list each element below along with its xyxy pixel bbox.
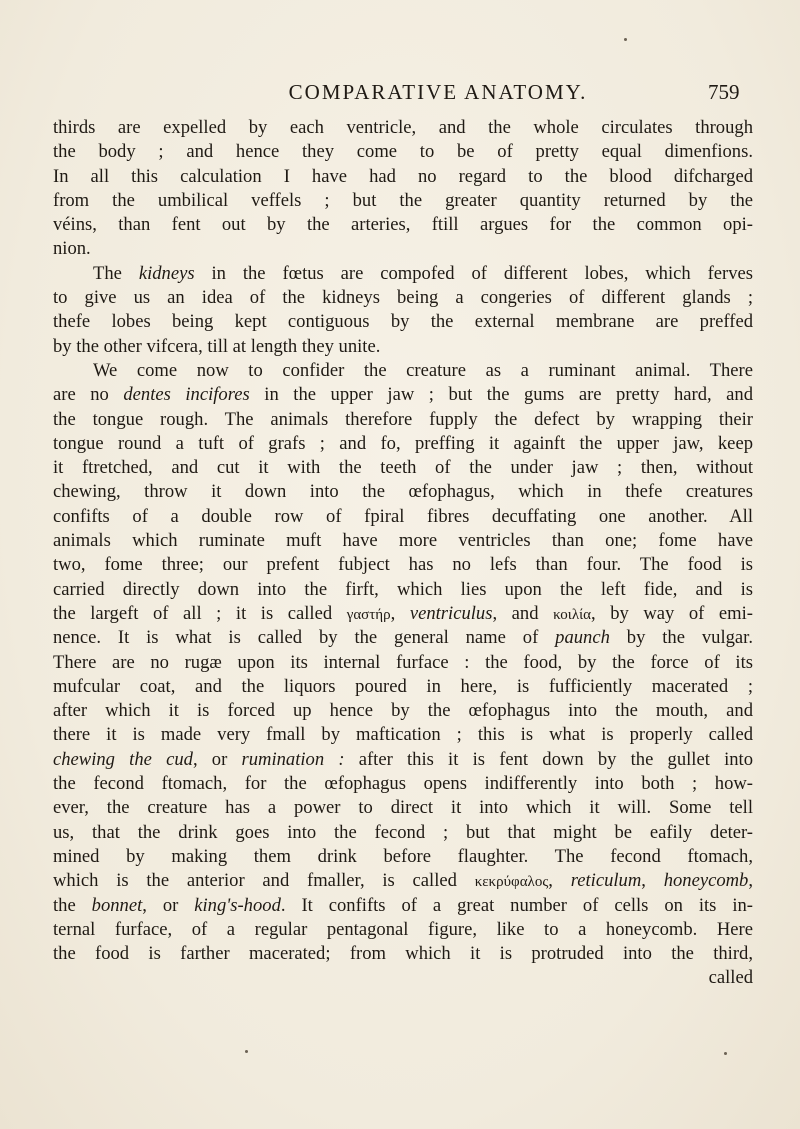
text-line [53,894,753,918]
text-line: the body ; and hence they come to be of pretty equal dimenfions. [53,141,753,163]
text-run: , and [492,602,554,624]
text-line: tongue round a tuft of grafs ; and fo, preffing it againft the upper jaw, keep [53,432,753,454]
italic-term: paunch [555,627,610,649]
text-line: mined by making them drink before flaughter. The fecond ftomach, [53,845,753,867]
text-line: the tongue rough. The animals therefore fupply the defect by wrapping their [53,408,753,430]
text-line: to give us an idea of the kidneys being a congeries of different glands ; [53,287,753,309]
text-line [53,626,753,650]
text-run: . It confifts of a great number of cells on its in- [280,894,753,916]
italic-term: chewing the cud [53,748,193,770]
text-run: in the upper jaw ; but the gums are pretty hard, and [249,384,754,406]
text-run: the largeft of all ; it is called [53,602,347,624]
text-line: us, that the drink goes into the fecond ; but that might be eafily deter- [53,821,753,843]
italic-term: kidneys [138,262,195,284]
greek-word: κεκρύφαλος [474,874,549,891]
text-line: by the other vifcera, till at length they unite. [53,335,381,357]
text-line: after which it is forced up hence by the œfophagus into the mouth, and [53,700,753,722]
text-line [53,869,753,893]
text-line: there it is made very fmall by maftication ; this is what is properly called [53,724,753,746]
text-line: carried directly down into the firft, which lies upon the left fide, and is [53,578,753,600]
greek-word: γαστήρ [346,606,391,623]
text-line: animals which ruminate muft have more ventricles than one; fome have [53,530,753,552]
catchword: called [708,967,753,989]
text-line [53,748,753,772]
text-line [53,383,753,407]
text-run: after this it is fent down by the gullet into [344,748,753,770]
text-line: thirds are expelled by each ventricle, and the whole circulates through [53,117,753,138]
text-line: nion. [53,238,91,260]
page-number: 759 [708,80,740,104]
text-line: thefe lobes being kept contiguous by the external membrane are preffed [53,311,753,333]
paper-speck [245,1050,248,1053]
text-line: chewing, throw it down into the œfophagus, which in thefe creatures [53,481,753,503]
text-line: There are no rugæ upon its internal furface : the food, by the force of its [53,651,753,673]
greek-word: κοιλία [553,606,591,623]
paper-speck [624,38,627,41]
italic-term: reticulum [570,870,642,892]
text-line: mufcular coat, and the liquors poured in here, is fufficiently macerated ; [53,675,753,697]
text-line: We come now to confider the creature as a ruminant animal. There [93,359,753,381]
text-run: are no [53,384,124,406]
italic-term: dentes incifores [123,384,250,406]
text-run: , by way of emi- [591,602,753,624]
text-run: by the vulgar. [609,627,753,649]
text-line: the food is farther macerated; from which it is protruded into the third, [53,943,753,965]
text-line: the fecond ftomach, for the œfophagus opens indifferently into both ; how- [53,773,753,795]
text-run: , [548,870,571,892]
text-run: , [748,870,754,892]
text-run: , [641,870,664,892]
text-run: , or [142,894,195,916]
text-run: The [93,262,139,284]
text-line: véins, than fent out by the arteries, ftill argues for the common opi- [53,214,753,236]
italic-term: ventriculus [409,602,493,624]
text-run: , or [192,748,242,770]
running-title: COMPARATIVE ANATOMY. [288,80,588,104]
body-text [53,116,753,991]
italic-term: king's-hood [194,894,281,916]
text-line: ternal furface, of a regular pentagonal figure, like to a honeycomb. Here [53,918,753,940]
text-run: which is the anterior and fmaller, is called [53,870,475,892]
text-line: two, fome three; our prefent fubject has no lefs than four. The food is [53,554,753,576]
text-run: , [390,602,410,624]
text-line: from the umbilical veffels ; but the greater quantity returned by the [53,189,753,211]
text-line: it ftretched, and cut it with the teeth of the under jaw ; then, without [53,457,753,479]
text-run: in the fœtus are compofed of different lobes, which ferves [194,262,753,284]
text-line: In all this calculation I have had no regard to the blood difcharged [53,165,753,187]
italic-term: honeycomb [663,870,749,892]
text-line [53,262,753,286]
text-run: the [53,894,92,916]
paper-speck [724,1052,727,1055]
text-line: ever, the creature has a power to direct it into which it will. Some tell [53,797,753,819]
text-line: confifts of a double row of fpiral fibres decuffating one another. All [53,505,753,527]
italic-term: bonnet [91,894,143,916]
italic-term: rumination : [241,748,345,770]
text-line [53,602,753,626]
text-run: nence. It is what is called by the general name of [53,627,556,649]
